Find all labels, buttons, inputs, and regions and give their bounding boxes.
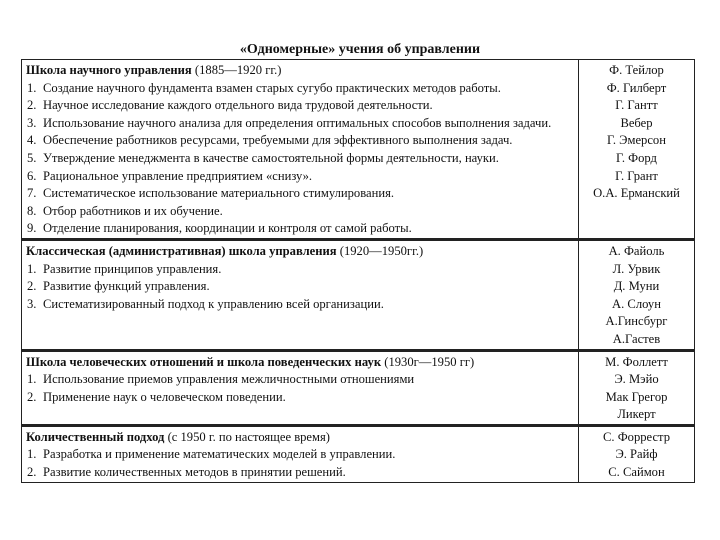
list-item: 1. Разработка и применение математических моделей в управлении. (27, 447, 396, 462)
section-row-classical (22, 239, 695, 350)
section-heading: Школа научного управления (1885—1920 гг.) (26, 63, 282, 77)
author-name: А. Файоль (608, 243, 665, 258)
list-item: 1. Развитие принципов управления. (27, 261, 222, 276)
list-item: 2. Развитие функций управления. (27, 279, 210, 294)
author-name: А.Гинсбург (605, 314, 668, 329)
list-item: 2. Применение наук о человеческом поведении. (27, 389, 286, 404)
section-description (22, 350, 579, 425)
section-heading: Школа человеческих отношений и школа поведенческих наук (1930г—1950 гг) (26, 354, 475, 369)
author-name: Э. Райф (615, 447, 658, 462)
author-name: М. Фоллетт (605, 354, 668, 369)
author-name: Вебер (620, 115, 653, 130)
author-name: Г. Грант (615, 168, 658, 183)
list-item: 7. Систематическое использование материального стимулирования. (27, 186, 395, 201)
author-name: Мак Грегор (605, 389, 668, 404)
author-name: С. Саймон (608, 465, 665, 480)
list-item: 2. Научное исследование каждого отдельного вида трудовой деятельности. (27, 98, 433, 113)
list-item: 9. Отделение планирования, координации и контроля от самой работы. (27, 221, 412, 236)
list-item: 1. Использование приемов управления межличностными отношениями (27, 372, 415, 387)
section-description (22, 425, 579, 482)
section-row-scientific (22, 60, 695, 240)
section-authors (579, 425, 695, 482)
section-authors (579, 239, 695, 350)
author-name: Г. Гантт (615, 98, 658, 113)
section-row-quantitative (22, 425, 695, 482)
section-row-human-relations (22, 350, 695, 425)
list-item: 2. Развитие количественных методов в принятии решений. (27, 465, 346, 480)
document-title: «Одномерные» учения об управлении (239, 42, 481, 57)
author-name: Э. Мэйо (614, 372, 659, 387)
author-name: Л. Урвик (612, 261, 661, 276)
section-heading: Количественный подход (с 1950 г. по настоящее время) (26, 429, 330, 444)
author-name: О.А. Ерманский (593, 186, 680, 201)
list-item: 3. Систематизированный подход к управлению всей организации. (27, 296, 384, 311)
author-name: Г. Эмерсон (607, 133, 666, 148)
list-item: 4. Обеспечение работников ресурсами, требуемыми для эффективного выполнения задач. (27, 133, 513, 148)
section-authors (579, 350, 695, 425)
author-name: Ф. Тейлор (609, 63, 664, 77)
section-description (22, 239, 579, 350)
section-description (22, 60, 579, 240)
author-name: Ф. Гилберт (606, 80, 667, 95)
list-item: 8. Отбор работников и их обучение. (27, 203, 223, 218)
list-item: 5. Утверждение менеджмента в качестве самостоятельной формы деятельности, науки. (27, 150, 499, 165)
author-name: С. Форрестр (603, 429, 670, 444)
author-name: Г. Форд (616, 150, 657, 165)
schools-table (21, 59, 695, 483)
list-item: 6. Рациональное управление предприятием «снизу». (27, 168, 313, 183)
list-item: 1. Создание научного фундамента взамен старых сугубо практических методов работы. (27, 80, 501, 95)
author-name: А. Слоун (612, 296, 661, 311)
section-authors (579, 60, 695, 240)
author-name: Ликерт (617, 407, 656, 422)
author-name: А.Гастев (612, 331, 661, 346)
list-item: 3. Использование научного анализа для определения оптимальных способов выполнения задачи. (27, 115, 552, 130)
author-name: Д. Муни (613, 279, 660, 294)
section-heading: Классическая (административная) школа управления (1920—1950гг.) (26, 243, 424, 258)
